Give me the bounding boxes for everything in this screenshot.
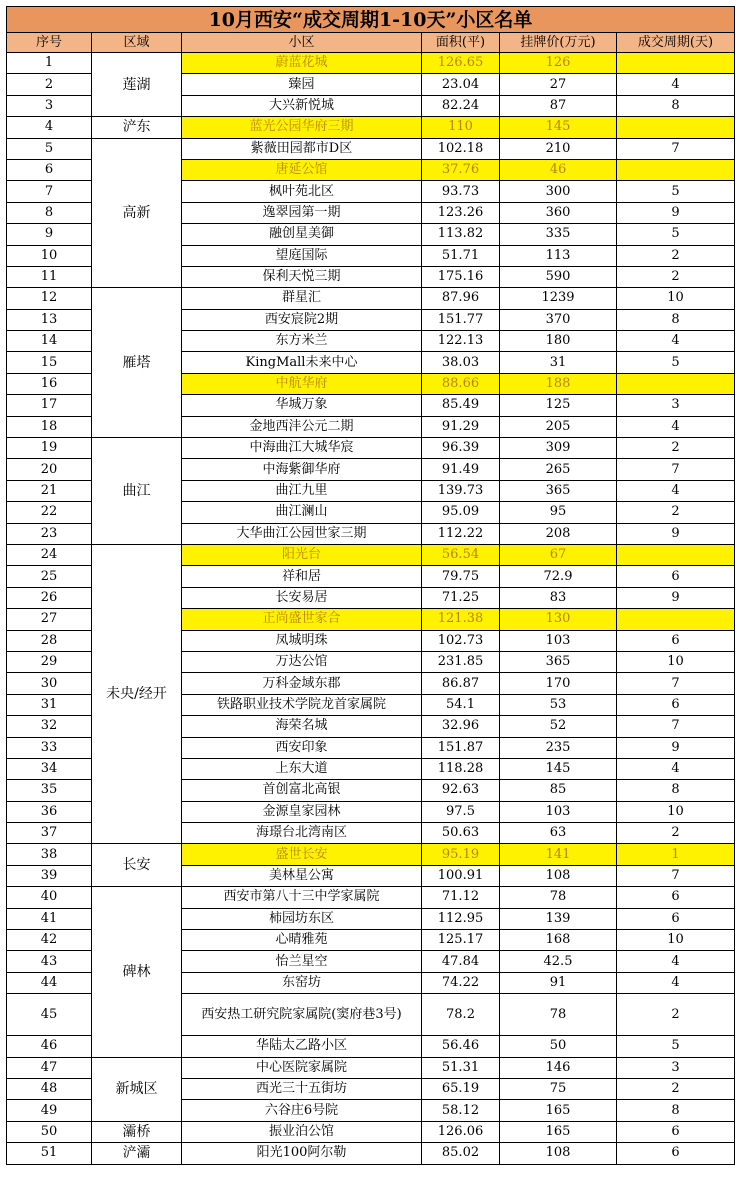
area-value: 113.82 [422, 224, 500, 245]
row-index: 34 [7, 758, 92, 779]
price-value: 360 [500, 202, 617, 223]
price-value: 83 [500, 587, 617, 608]
community-name: 华城万象 [182, 395, 422, 416]
price-value: 27 [500, 74, 617, 95]
cycle-value: 5 [617, 224, 735, 245]
area-value: 97.5 [422, 801, 500, 822]
price-value: 590 [500, 266, 617, 287]
cycle-value: 9 [617, 202, 735, 223]
area-value: 91.29 [422, 416, 500, 437]
price-value: 103 [500, 630, 617, 651]
community-name: 美林星公寓 [182, 865, 422, 886]
price-value: 139 [500, 908, 617, 929]
row-index: 26 [7, 587, 92, 608]
community-name: 融创星美御 [182, 224, 422, 245]
table-row [7, 544, 735, 565]
cycle-value: 2 [617, 502, 735, 523]
community-name: 中航华府 [182, 373, 422, 394]
price-value: 1239 [500, 288, 617, 309]
cycle-value: 6 [617, 694, 735, 715]
row-index: 1 [7, 53, 92, 74]
row-index: 24 [7, 544, 92, 565]
area-value: 231.85 [422, 651, 500, 672]
community-name: 祥和居 [182, 566, 422, 587]
price-value: 208 [500, 523, 617, 544]
price-value: 113 [500, 245, 617, 266]
listing-sheet [6, 6, 734, 1165]
cycle-value: 6 [617, 1143, 735, 1164]
row-index: 16 [7, 373, 92, 394]
row-index: 7 [7, 181, 92, 202]
cycle-value: 9 [617, 587, 735, 608]
row-index: 3 [7, 95, 92, 116]
header-cycle: 成交周期(天) [617, 33, 735, 53]
community-name: 金地西沣公元二期 [182, 416, 422, 437]
area-value: 51.71 [422, 245, 500, 266]
row-index: 6 [7, 159, 92, 180]
price-value: 165 [500, 1121, 617, 1142]
table-row [7, 53, 735, 74]
price-value: 205 [500, 416, 617, 437]
row-index: 47 [7, 1057, 92, 1078]
cycle-value: 8 [617, 780, 735, 801]
price-value: 180 [500, 331, 617, 352]
area-value: 175.16 [422, 266, 500, 287]
area-value: 85.49 [422, 395, 500, 416]
cycle-value: 8 [617, 309, 735, 330]
price-value: 365 [500, 480, 617, 501]
cycle-value [617, 117, 735, 138]
price-value: 265 [500, 459, 617, 480]
header-index: 序号 [7, 33, 92, 53]
community-name: 大华曲江公园世家三期 [182, 523, 422, 544]
cycle-value [617, 544, 735, 565]
row-index: 32 [7, 716, 92, 737]
cycle-value: 2 [617, 823, 735, 844]
community-name: 西光三十五街坊 [182, 1078, 422, 1099]
area-value: 87.96 [422, 288, 500, 309]
cycle-value: 7 [617, 673, 735, 694]
community-name: 紫薇田园都市D区 [182, 138, 422, 159]
row-index: 15 [7, 352, 92, 373]
community-name: 保利天悦三期 [182, 266, 422, 287]
area-value: 95.19 [422, 844, 500, 865]
price-value: 210 [500, 138, 617, 159]
area-value: 32.96 [422, 716, 500, 737]
region-cell: 浐灞 [92, 1143, 182, 1164]
community-name: 西安热工研究院家属院(窦府巷3号) [182, 994, 422, 1036]
cycle-value: 4 [617, 951, 735, 972]
region-cell: 未央/经开 [92, 544, 182, 843]
table-row [7, 844, 735, 865]
community-name: 曲江九里 [182, 480, 422, 501]
cycle-value: 5 [617, 1036, 735, 1057]
cycle-value: 1 [617, 844, 735, 865]
row-index: 2 [7, 74, 92, 95]
row-index: 23 [7, 523, 92, 544]
community-name: 中心医院家属院 [182, 1057, 422, 1078]
price-value: 67 [500, 544, 617, 565]
region-cell: 莲湖 [92, 53, 182, 117]
cycle-value: 8 [617, 95, 735, 116]
price-value: 103 [500, 801, 617, 822]
region-cell: 雁塔 [92, 288, 182, 438]
area-value: 23.04 [422, 74, 500, 95]
community-name: 正尚盛世家合 [182, 609, 422, 630]
area-value: 58.12 [422, 1100, 500, 1121]
price-value: 145 [500, 758, 617, 779]
cycle-value: 6 [617, 887, 735, 908]
row-index: 33 [7, 737, 92, 758]
price-value: 125 [500, 395, 617, 416]
cycle-value [617, 373, 735, 394]
table-row [7, 1143, 735, 1164]
area-value: 71.25 [422, 587, 500, 608]
price-value: 50 [500, 1036, 617, 1057]
cycle-value: 9 [617, 737, 735, 758]
area-value: 95.09 [422, 502, 500, 523]
community-name: 首创富北高银 [182, 780, 422, 801]
community-name: 铁路职业技术学院龙首家属院 [182, 694, 422, 715]
row-index: 29 [7, 651, 92, 672]
cycle-value: 2 [617, 266, 735, 287]
price-value: 46 [500, 159, 617, 180]
cycle-value: 9 [617, 523, 735, 544]
price-value: 165 [500, 1100, 617, 1121]
cycle-value: 2 [617, 994, 735, 1036]
area-value: 50.63 [422, 823, 500, 844]
price-value: 42.5 [500, 951, 617, 972]
row-index: 27 [7, 609, 92, 630]
area-value: 56.54 [422, 544, 500, 565]
region-cell: 碑林 [92, 887, 182, 1057]
price-value: 145 [500, 117, 617, 138]
cycle-value [617, 53, 735, 74]
cycle-value: 3 [617, 395, 735, 416]
row-index: 11 [7, 266, 92, 287]
row-index: 31 [7, 694, 92, 715]
community-name: 振业泊公馆 [182, 1121, 422, 1142]
price-value: 108 [500, 1143, 617, 1164]
row-index: 5 [7, 138, 92, 159]
area-value: 65.19 [422, 1078, 500, 1099]
cycle-value: 7 [617, 138, 735, 159]
cycle-value: 4 [617, 972, 735, 993]
community-name: 枫叶苑北区 [182, 181, 422, 202]
row-index: 51 [7, 1143, 92, 1164]
row-index: 36 [7, 801, 92, 822]
row-index: 8 [7, 202, 92, 223]
cycle-value: 4 [617, 758, 735, 779]
price-value: 300 [500, 181, 617, 202]
cycle-value: 4 [617, 74, 735, 95]
row-index: 9 [7, 224, 92, 245]
row-index: 38 [7, 844, 92, 865]
cycle-value: 2 [617, 1078, 735, 1099]
row-index: 46 [7, 1036, 92, 1057]
row-index: 22 [7, 502, 92, 523]
row-index: 19 [7, 438, 92, 459]
community-name: 大兴新悦城 [182, 95, 422, 116]
price-value: 335 [500, 224, 617, 245]
price-value: 130 [500, 609, 617, 630]
community-name: 曲江澜山 [182, 502, 422, 523]
table-row [7, 438, 735, 459]
cycle-value: 6 [617, 630, 735, 651]
community-name: 逸翠园第一期 [182, 202, 422, 223]
community-name: 东方米兰 [182, 331, 422, 352]
area-value: 74.22 [422, 972, 500, 993]
price-value: 141 [500, 844, 617, 865]
price-value: 91 [500, 972, 617, 993]
row-index: 45 [7, 994, 92, 1036]
row-index: 39 [7, 865, 92, 886]
row-index: 20 [7, 459, 92, 480]
cycle-value: 6 [617, 908, 735, 929]
listing-table [6, 6, 735, 1165]
row-index: 28 [7, 630, 92, 651]
community-name: 西安市第八十三中学家属院 [182, 887, 422, 908]
price-value: 53 [500, 694, 617, 715]
area-value: 100.91 [422, 865, 500, 886]
community-name: 万达公馆 [182, 651, 422, 672]
community-name: 金源皇家园林 [182, 801, 422, 822]
cycle-value: 10 [617, 801, 735, 822]
area-value: 47.84 [422, 951, 500, 972]
row-index: 14 [7, 331, 92, 352]
community-name: 六谷庄6号院 [182, 1100, 422, 1121]
area-value: 112.95 [422, 908, 500, 929]
area-value: 151.77 [422, 309, 500, 330]
header-community: 小区 [182, 33, 422, 53]
area-value: 38.03 [422, 352, 500, 373]
cycle-value: 4 [617, 480, 735, 501]
row-index: 37 [7, 823, 92, 844]
price-value: 72.9 [500, 566, 617, 587]
area-value: 91.49 [422, 459, 500, 480]
region-cell: 灞桥 [92, 1121, 182, 1142]
cycle-value: 5 [617, 181, 735, 202]
community-name: 长安易居 [182, 587, 422, 608]
area-value: 126.65 [422, 53, 500, 74]
area-value: 151.87 [422, 737, 500, 758]
area-value: 54.1 [422, 694, 500, 715]
community-name: 阳光100阿尔勒 [182, 1143, 422, 1164]
table-row [7, 288, 735, 309]
community-name: 蔚蓝花城 [182, 53, 422, 74]
cycle-value: 4 [617, 416, 735, 437]
community-name: 西安印象 [182, 737, 422, 758]
header-region: 区域 [92, 33, 182, 53]
header-price: 挂牌价(万元) [500, 33, 617, 53]
price-value: 188 [500, 373, 617, 394]
price-value: 87 [500, 95, 617, 116]
area-value: 93.73 [422, 181, 500, 202]
row-index: 12 [7, 288, 92, 309]
area-value: 123.26 [422, 202, 500, 223]
area-value: 71.12 [422, 887, 500, 908]
price-value: 309 [500, 438, 617, 459]
community-name: 中海紫御华府 [182, 459, 422, 480]
region-cell: 高新 [92, 138, 182, 288]
table-row [7, 138, 735, 159]
area-value: 122.13 [422, 331, 500, 352]
price-value: 75 [500, 1078, 617, 1099]
community-name: 万科金域东郡 [182, 673, 422, 694]
row-index: 43 [7, 951, 92, 972]
region-cell: 长安 [92, 844, 182, 887]
table-row [7, 887, 735, 908]
price-value: 95 [500, 502, 617, 523]
row-index: 25 [7, 566, 92, 587]
region-cell: 新城区 [92, 1057, 182, 1121]
area-value: 96.39 [422, 438, 500, 459]
table-row [7, 1057, 735, 1078]
community-name: 臻园 [182, 74, 422, 95]
community-name: 唐延公馆 [182, 159, 422, 180]
price-value: 78 [500, 994, 617, 1036]
row-index: 50 [7, 1121, 92, 1142]
community-name: 阳光台 [182, 544, 422, 565]
price-value: 85 [500, 780, 617, 801]
area-value: 92.63 [422, 780, 500, 801]
community-name: 盛世长安 [182, 844, 422, 865]
row-index: 41 [7, 908, 92, 929]
cycle-value: 5 [617, 352, 735, 373]
community-name: 群星汇 [182, 288, 422, 309]
community-name: 西安宸院2期 [182, 309, 422, 330]
table-row [7, 1121, 735, 1142]
row-index: 42 [7, 930, 92, 951]
community-name: 柿园坊东区 [182, 908, 422, 929]
cycle-value: 7 [617, 459, 735, 480]
price-value: 168 [500, 930, 617, 951]
community-name: 东窑坊 [182, 972, 422, 993]
area-value: 88.66 [422, 373, 500, 394]
cycle-value: 8 [617, 1100, 735, 1121]
area-value: 78.2 [422, 994, 500, 1036]
price-value: 108 [500, 865, 617, 886]
cycle-value: 6 [617, 566, 735, 587]
community-name: 海璟台北湾南区 [182, 823, 422, 844]
row-index: 4 [7, 117, 92, 138]
cycle-value [617, 609, 735, 630]
area-value: 85.02 [422, 1143, 500, 1164]
row-index: 35 [7, 780, 92, 801]
area-value: 118.28 [422, 758, 500, 779]
price-value: 63 [500, 823, 617, 844]
area-value: 110 [422, 117, 500, 138]
community-name: 上东大道 [182, 758, 422, 779]
row-index: 17 [7, 395, 92, 416]
cycle-value: 7 [617, 716, 735, 737]
cycle-value: 2 [617, 245, 735, 266]
table-body [7, 53, 735, 1165]
area-value: 139.73 [422, 480, 500, 501]
area-value: 86.87 [422, 673, 500, 694]
community-name: 心晴雅苑 [182, 930, 422, 951]
community-name: 中海曲江大城华宸 [182, 438, 422, 459]
table-row [7, 117, 735, 138]
area-value: 102.73 [422, 630, 500, 651]
area-value: 112.22 [422, 523, 500, 544]
price-value: 370 [500, 309, 617, 330]
row-index: 21 [7, 480, 92, 501]
area-value: 51.31 [422, 1057, 500, 1078]
cycle-value: 2 [617, 438, 735, 459]
row-index: 40 [7, 887, 92, 908]
area-value: 125.17 [422, 930, 500, 951]
community-name: 华陆太乙路小区 [182, 1036, 422, 1057]
community-name: 望庭国际 [182, 245, 422, 266]
price-value: 52 [500, 716, 617, 737]
price-value: 126 [500, 53, 617, 74]
area-value: 37.76 [422, 159, 500, 180]
cycle-value [617, 159, 735, 180]
community-name: 凤城明珠 [182, 630, 422, 651]
cycle-value: 6 [617, 1121, 735, 1142]
cycle-value: 4 [617, 331, 735, 352]
header-row [7, 33, 735, 53]
cycle-value: 10 [617, 288, 735, 309]
row-index: 30 [7, 673, 92, 694]
cycle-value: 7 [617, 865, 735, 886]
cycle-value: 3 [617, 1057, 735, 1078]
area-value: 102.18 [422, 138, 500, 159]
community-name: 蓝光公园华府三期 [182, 117, 422, 138]
row-index: 10 [7, 245, 92, 266]
community-name: 海荣名城 [182, 716, 422, 737]
region-cell: 浐东 [92, 117, 182, 138]
community-name: 怡兰星空 [182, 951, 422, 972]
region-cell: 曲江 [92, 438, 182, 545]
community-name: KingMall未来中心 [182, 352, 422, 373]
table-title: 10月西安“成交周期1-10天”小区名单 [7, 7, 735, 33]
area-value: 121.38 [422, 609, 500, 630]
row-index: 48 [7, 1078, 92, 1099]
area-value: 79.75 [422, 566, 500, 587]
row-index: 44 [7, 972, 92, 993]
price-value: 78 [500, 887, 617, 908]
price-value: 365 [500, 651, 617, 672]
row-index: 49 [7, 1100, 92, 1121]
row-index: 18 [7, 416, 92, 437]
row-index: 13 [7, 309, 92, 330]
price-value: 31 [500, 352, 617, 373]
area-value: 126.06 [422, 1121, 500, 1142]
area-value: 82.24 [422, 95, 500, 116]
cycle-value: 10 [617, 930, 735, 951]
area-value: 56.46 [422, 1036, 500, 1057]
price-value: 170 [500, 673, 617, 694]
price-value: 235 [500, 737, 617, 758]
price-value: 146 [500, 1057, 617, 1078]
header-area: 面积(平) [422, 33, 500, 53]
cycle-value: 10 [617, 651, 735, 672]
